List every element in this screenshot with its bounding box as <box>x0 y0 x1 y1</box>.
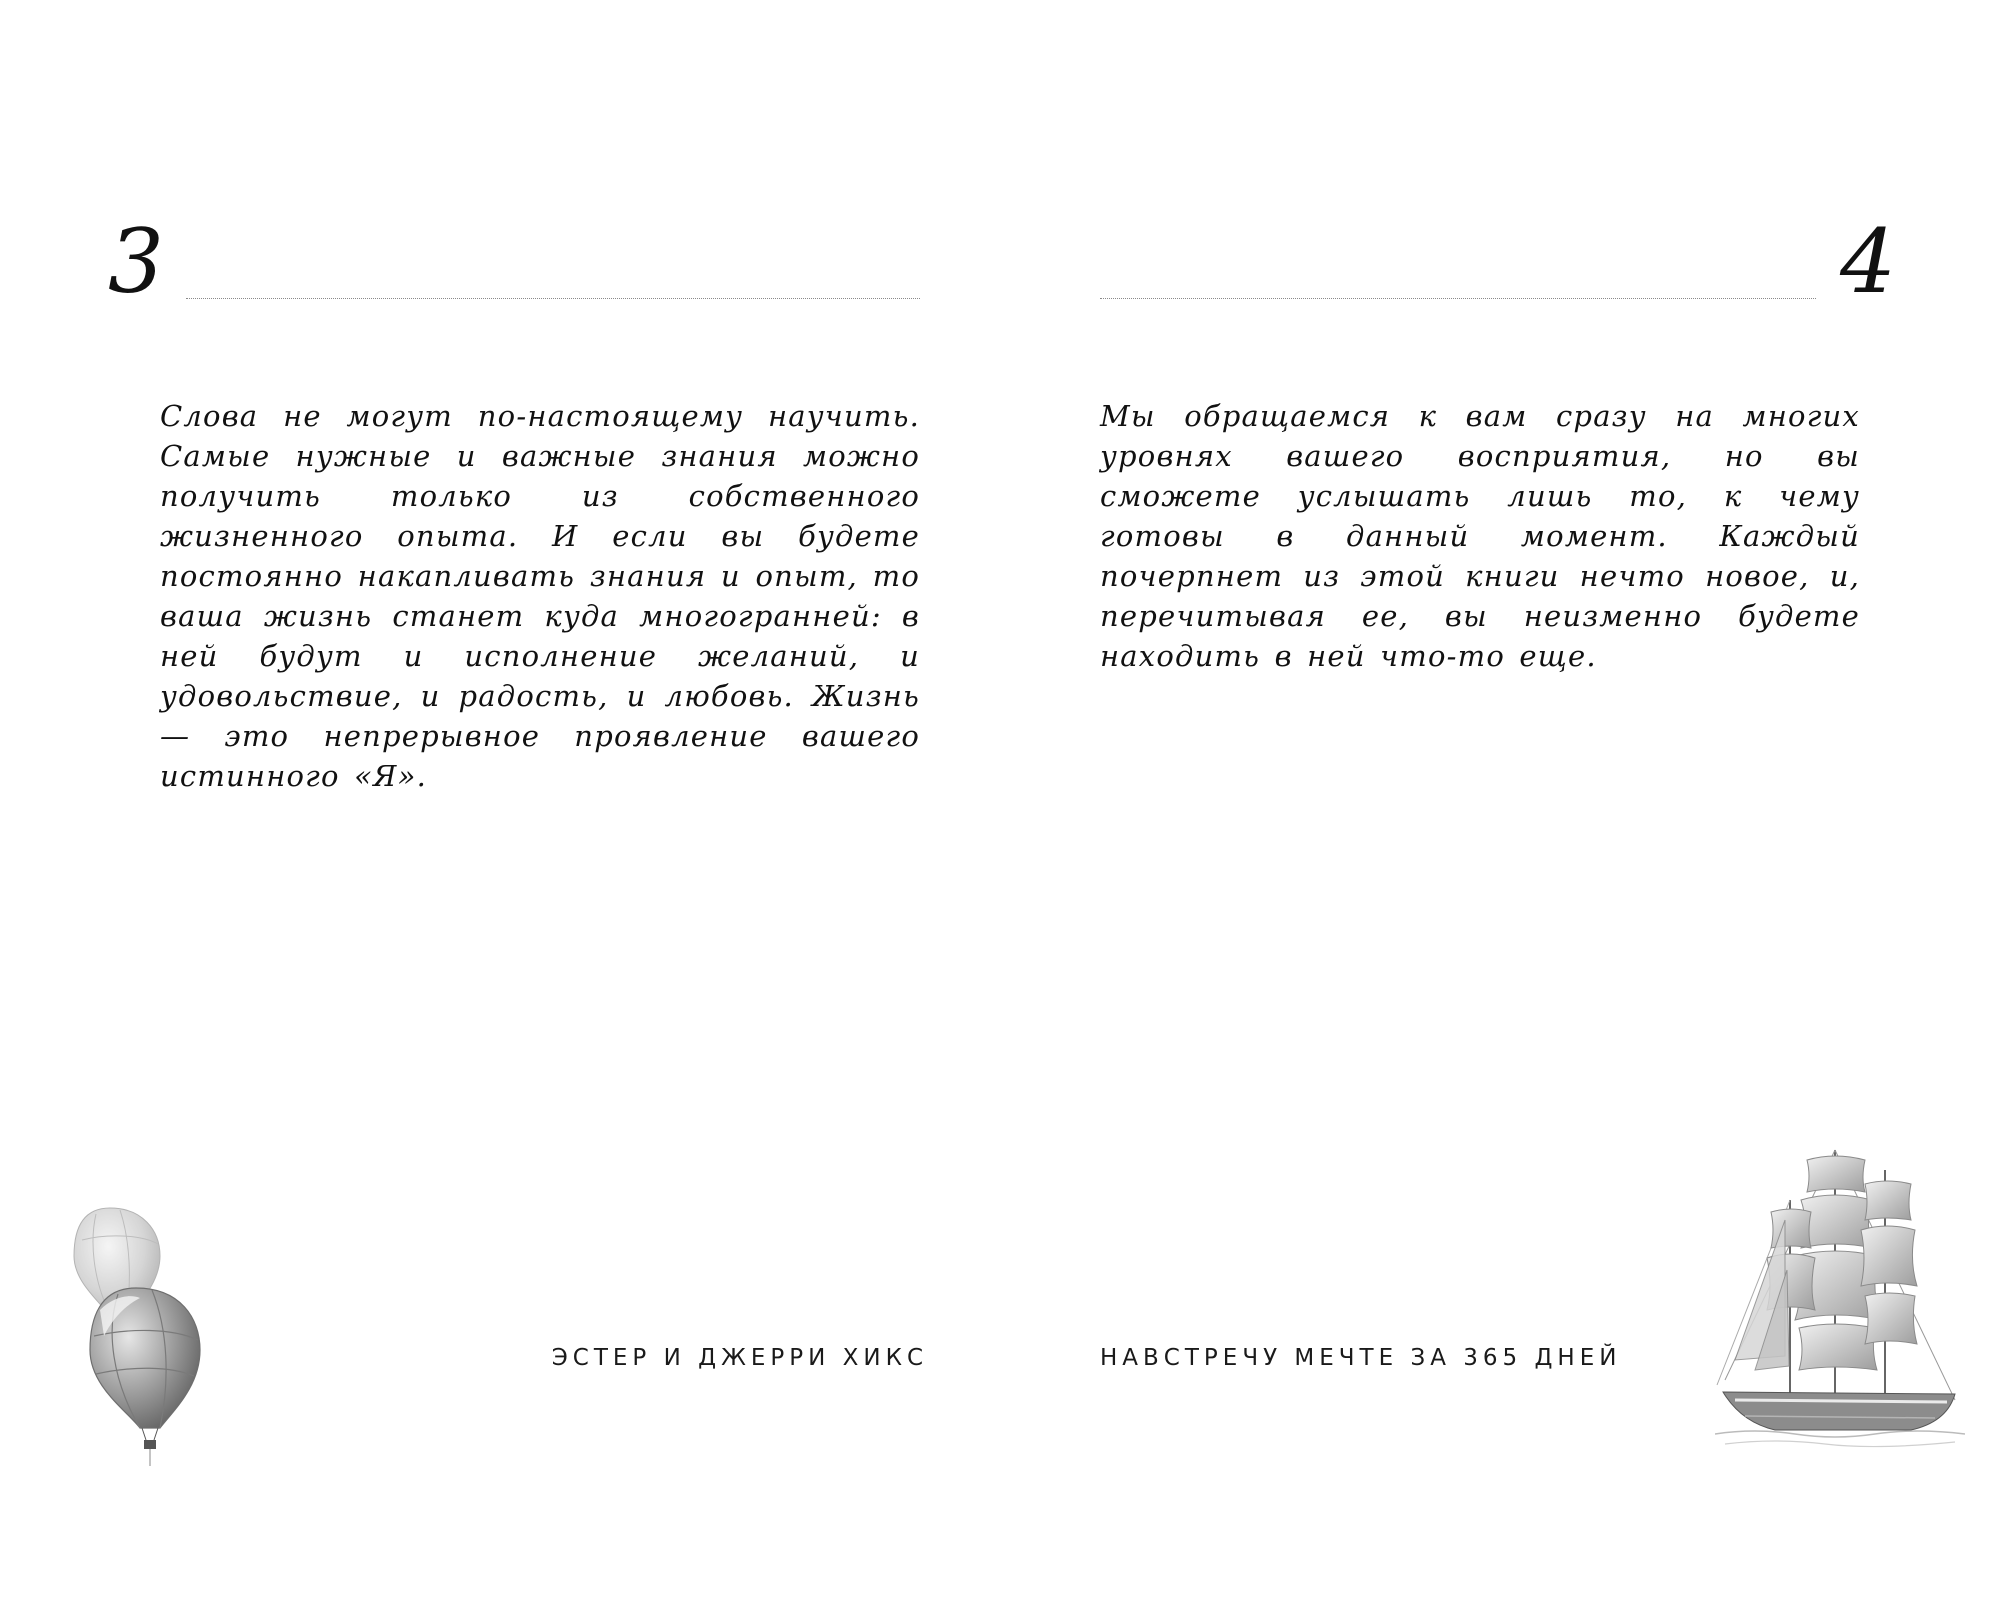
title-footer: НАВСТРЕЧУ МЕЧТЕ ЗА 365 ДНЕЙ <box>1100 1345 1622 1371</box>
header-rule <box>1100 298 1816 299</box>
page-number: 3 <box>108 210 164 313</box>
body-paragraph: Слова не могут по-настоящему научить. Самые нужные и важные знания можно получить только из собственного жизненного опыта. И если вы будете постоянно накапливать знания и опыт, то ваша жизнь станет куда многогранней: в ней будут и исполнение желаний, и удовольствие, и радость, и любовь. Жизнь — это непрерывное проявление вашего истинного «Я». <box>160 399 920 793</box>
author-footer: ЭСТЕР И ДЖЕРРИ ХИКС <box>551 1345 928 1371</box>
header-rule <box>186 298 920 299</box>
sailing-ship-icon <box>1715 1130 1965 1460</box>
hot-air-balloons-icon <box>60 1190 230 1470</box>
body-paragraph: Мы обращаемся к вам сразу на многих уровнях вашего восприятия, но вы сможете услышать лишь то, к чему готовы в данный момент. Каждый почерпнет из этой книги нечто новое, и, перечитывая ее, вы неизменно будете находить в ней что-то еще. <box>1100 399 1860 673</box>
page-number: 4 <box>1840 210 1896 313</box>
